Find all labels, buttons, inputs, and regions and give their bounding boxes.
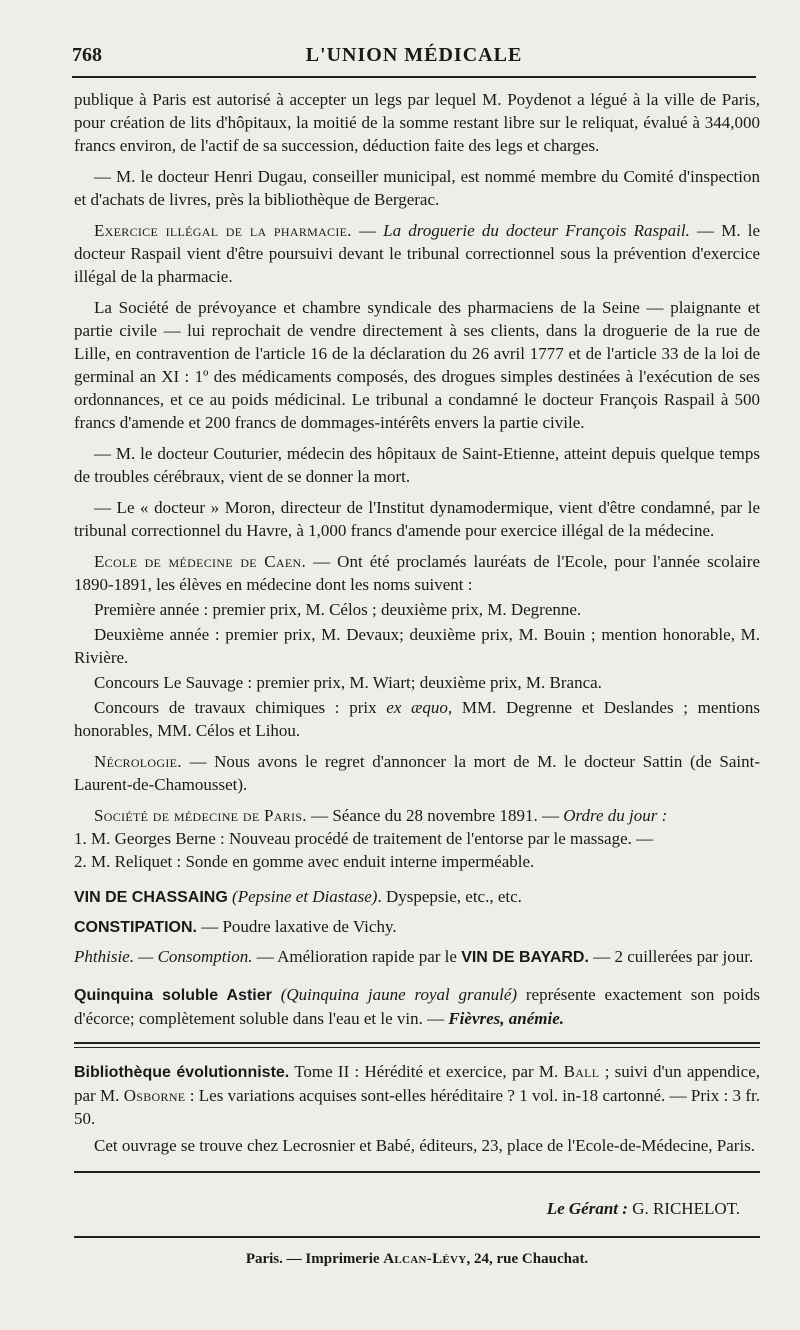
book-title: Bibliothèque évolutionniste. — [74, 1064, 290, 1081]
article-body — [74, 88, 760, 1271]
section-head-pharmacie: Exercice illégal de la pharmacie. — [94, 221, 352, 240]
constipation-rest: — Poudre laxative de Vichy. — [196, 917, 397, 936]
paragraph-legs: publique à Paris est autorisé à accepter un legs par lequel M. Poydenot a légué à la ville de Paris, pour création de lits d'hôpitaux, la moitié de la somme restant libre sur le reliquat, évalué à 344,000 francs environ, de l'actif de sa succession, déduction faite des legs et charges. — [74, 90, 760, 155]
footer-rule — [74, 1236, 760, 1238]
ad-vin-bayard — [74, 945, 760, 969]
paragraph-necrologie — [74, 750, 760, 796]
printer-text-a: Paris. — Imprimerie — [245, 1251, 384, 1267]
paragraph-sauvage: Concours Le Sauvage : premier prix, M. Wiart; deuxième prix, M. Branca. — [94, 673, 602, 692]
book-text-b: ; suivi d'un appendice, par M. — [74, 1062, 760, 1105]
section-head-necrologie: Nécrologie. — [94, 752, 182, 771]
paragraph-dugau: — M. le docteur Henri Dugau, conseiller municipal, est nommé membre du Comité d'inspection et d'achats de livres, près la bibliothèque de Bergerac. — [74, 167, 760, 209]
page-number: 768 — [72, 44, 102, 66]
bayard-italic: Phthisie. — Consomption. — [74, 947, 253, 966]
book-text-c: : Les variations acquises sont-elles héréditaire ? 1 vol. in-18 cartonné. — Prix : 3 fr. 50. — [74, 1086, 761, 1128]
paragraph-ecole-caen — [74, 550, 760, 596]
ad-quinquina — [74, 983, 760, 1030]
bayard-name: VIN DE BAYARD. — [461, 949, 589, 966]
vin-chassaing-rest: . Dyspepsie, etc., etc. — [377, 887, 522, 906]
raspail-title: La droguerie du docteur François Raspail. — [383, 221, 690, 240]
societe-text: — Séance du 28 novembre 1891. — — [306, 806, 564, 825]
paragraph-societe-prevoyance: La Société de prévoyance et chambre syndicale des pharmaciens de la Seine — plaignante et partie civile — lui reprochait de vendre directement à ses clients, dans la droguerie de la rue de Lille, en contravention de l'article 16 de la déclaration du 26 avril 1777 et de l'article 33 de la loi de germinal an XI : 1º des médicaments composés, des drogues simples destinées à l'exécution de ses ordonnances, et ce au poids médicinal. Le tribunal a condamné le docteur François Raspail à 500 francs d'amende et 200 francs de dommages-intérêts envers la partie civile. — [74, 298, 760, 432]
vin-chassaing-name: VIN DE CHASSAING — [74, 889, 228, 906]
necrologie-text: — Nous avons le regret d'annoncer la mort de M. le docteur Sattin (de Saint-Laurent-de-Chamousset). — [74, 752, 760, 794]
running-title: L'UNION MÉDICALE — [305, 44, 523, 66]
bayard-text-b: — 2 cuillerées par jour. — [588, 947, 754, 966]
paragraph-societe-medecine — [74, 804, 760, 873]
gerant-name: G. RICHELOT. — [627, 1199, 740, 1218]
header-rule — [72, 76, 756, 78]
book-availability: Cet ouvrage se trouve chez Lecrosnier et Babé, éditeurs, 23, place de l'Ecole-de-Médecine, Paris. — [94, 1136, 756, 1155]
book-text-a: Tome II : Hérédité et exercice, par M. — [289, 1062, 564, 1081]
ordre-du-jour: Ordre du jour : — [563, 806, 668, 825]
footer-top-rule — [74, 1171, 760, 1173]
quinquina-italic: (Quinquina jaune royal granulé) — [280, 985, 518, 1004]
book-announcement — [74, 1060, 760, 1130]
dash: — — [351, 221, 384, 240]
chimie-text-a: Concours de travaux chimiques : prix — [94, 698, 387, 717]
paragraph-couturier: — M. le docteur Couturier, médecin des hôpitaux de Saint-Etienne, atteint depuis quelque temps de troubles cérébraux, vient de se donner la mort. — [74, 444, 760, 486]
ad-constipation — [74, 915, 760, 939]
section-head-societe: Société de médecine de Paris. — [94, 806, 307, 825]
caen-text: — Ont été proclamés lauréats de l'Ecole, pour l'année scolaire 1890-1891, les élèves en médecine dont les noms suivent : — [74, 552, 760, 594]
ordre-item-2: 2. M. Reliquet : Sonde en gomme avec enduit interne imperméable. — [74, 852, 535, 871]
paragraph-premiere-annee: Première année : premier prix, M. Célos ; deuxième prix, M. Degrenne. — [94, 600, 582, 619]
page-header — [72, 40, 756, 74]
paragraph-travaux-chimiques — [74, 696, 760, 742]
gerant-signature — [74, 1197, 760, 1220]
ordre-item-1: 1. M. Georges Berne : Nouveau procédé de traitement de l'entorse par le massage. — — [74, 829, 654, 848]
printer-text-b: , 24, rue Chauchat. — [466, 1251, 589, 1267]
book-author-osborne: Osborne — [123, 1086, 186, 1105]
quinquina-name: Quinquina soluble Astier — [74, 987, 272, 1004]
book-author-ball: Ball — [563, 1062, 600, 1081]
quinquina-end: Fièvres, anémie. — [448, 1009, 565, 1028]
paragraph-deuxieme-annee: Deuxième année : premier prix, M. Devaux; deuxième prix, M. Bouin ; mention honorable, M. Rivière. — [74, 625, 760, 667]
bayard-text-a: — Amélioration rapide par le — [252, 947, 462, 966]
vin-chassaing-italic: (Pepsine et Diastase) — [232, 887, 378, 906]
chimie-text-b: , MM. Degrenne et Deslandes ; mentions honorables, MM. Célos et Lihou. — [74, 698, 761, 740]
quinquina-rest: représente exactement son poids d'écorce; complètement soluble dans l'eau et le vin. — — [74, 985, 761, 1028]
raspail-text: — M. le docteur Raspail vient d'être poursuivi devant le tribunal correctionnel sous la prévention d'exercice illégal de la pharmacie. — [74, 221, 760, 286]
paragraph-raspail — [74, 219, 760, 288]
paragraph-moron: — Le « docteur » Moron, directeur de l'Institut dynamodermique, vient d'être condamné, par le tribunal correctionnel du Havre, à 1,000 francs d'amende pour exercice illégal de la médecine. — [74, 498, 760, 540]
section-head-caen: Ecole de médecine de Caen. — [94, 552, 307, 571]
printer-line — [74, 1248, 760, 1271]
printer-name: Alcan-Lévy — [383, 1251, 467, 1267]
gerant-label: Le Gérant : — [546, 1199, 628, 1218]
ex-aequo: ex æquo — [386, 698, 448, 717]
section-divider — [74, 1042, 760, 1048]
constipation-name: CONSTIPATION. — [74, 919, 197, 936]
ad-vin-chassaing — [74, 885, 760, 909]
